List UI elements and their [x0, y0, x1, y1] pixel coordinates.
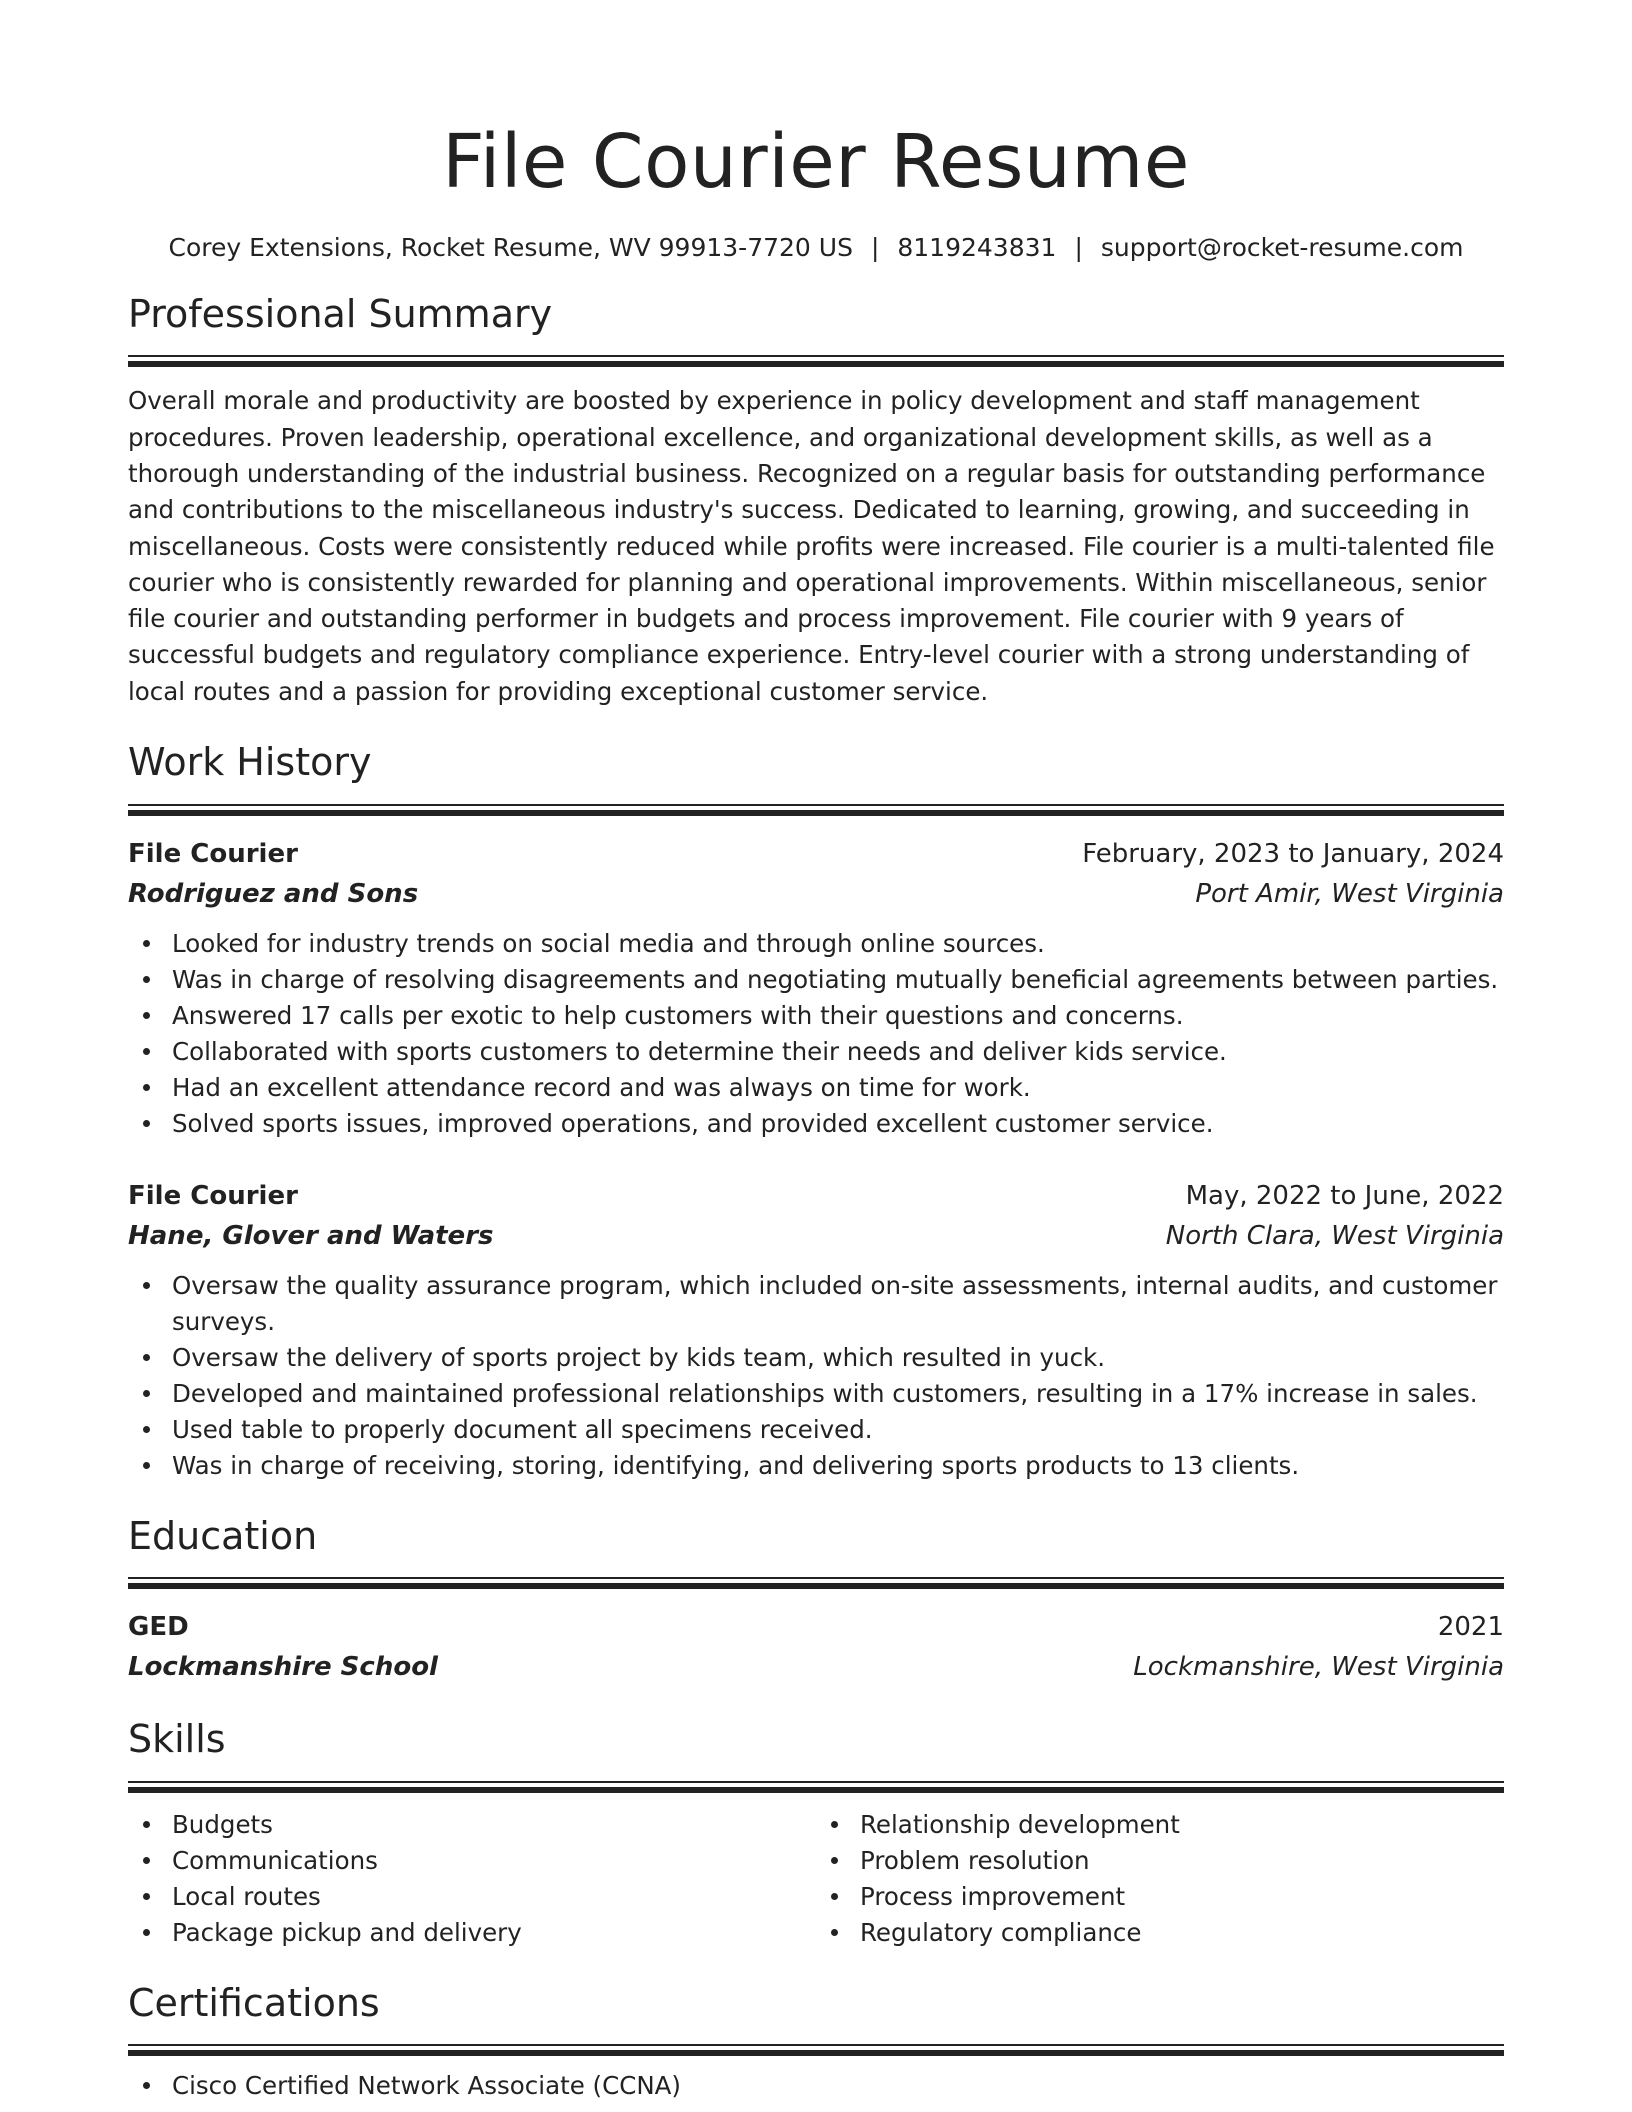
skills-column-left	[128, 1807, 816, 1951]
job-bullet: Looked for industry trends on social media and through online sources.	[128, 926, 1504, 962]
job-dates: May, 2022 to June, 2022	[1185, 1180, 1504, 1211]
section-divider	[128, 1577, 1504, 1589]
skills-section	[128, 1717, 1504, 1951]
job-bullet: Solved sports issues, improved operations, and provided excellent customer service.	[128, 1106, 1504, 1142]
job-bullet: Used table to properly document all specimens received.	[128, 1412, 1504, 1448]
education-year: 2021	[1437, 1612, 1504, 1643]
skill-item: Problem resolution	[816, 1843, 1504, 1879]
section-divider	[128, 2044, 1504, 2056]
skill-item: Package pickup and delivery	[128, 1915, 816, 1951]
work-history-section	[128, 740, 1504, 1484]
summary-section	[128, 292, 1504, 710]
contact-phone: 8119243831	[897, 232, 1057, 262]
job-bullet: Developed and maintained professional relationships with customers, resulting in a 17% increase in sales.	[128, 1376, 1504, 1412]
certifications-list	[128, 2068, 1504, 2104]
education-heading: Education	[128, 1513, 318, 1558]
skill-item: Regulatory compliance	[816, 1915, 1504, 1951]
section-divider	[128, 355, 1504, 367]
skills-heading: Skills	[128, 1717, 226, 1762]
job-bullets	[128, 926, 1504, 1142]
skill-item: Relationship development	[816, 1807, 1504, 1843]
section-divider	[128, 1781, 1504, 1793]
skills-column-right	[816, 1807, 1504, 1951]
education-entry	[128, 1607, 1504, 1687]
job-company: Hane, Glover and Waters	[128, 1220, 494, 1251]
education-school: Lockmanshire School	[128, 1652, 438, 1683]
skill-item: Budgets	[128, 1807, 816, 1843]
education-location: Lockmanshire, West Virginia	[1133, 1652, 1504, 1683]
job-dates: February, 2023 to January, 2024	[1082, 838, 1504, 869]
skill-item: Process improvement	[816, 1879, 1504, 1915]
job-bullet: Had an excellent attendance record and was always on time for work.	[128, 1070, 1504, 1106]
contact-separator: |	[1074, 232, 1083, 262]
contact-line	[128, 233, 1504, 262]
job-company: Rodriguez and Sons	[128, 878, 419, 909]
job-bullets	[128, 1268, 1504, 1484]
certifications-heading: Certifications	[128, 1980, 380, 2025]
job-title: File Courier	[128, 838, 298, 869]
work-history-heading: Work History	[128, 740, 372, 785]
skills-grid	[128, 1807, 1504, 1951]
contact-address: Corey Extensions, Rocket Resume, WV 99913-7720 US	[168, 232, 853, 262]
job-location: North Clara, West Virginia	[1165, 1220, 1504, 1251]
skill-item: Communications	[128, 1843, 816, 1879]
job-entry	[128, 1176, 1504, 1484]
contact-separator: |	[870, 232, 880, 262]
education-section	[128, 1514, 1504, 1688]
summary-text: Overall morale and productivity are boosted by experience in policy development and staff management procedures. Proven leadership, operational excellence, and organizational development skills, as well as a thorough understanding of the industrial business. Recognized on a regular basis for outstanding performance and contributions to the miscellaneous industry's success. Dedicated to learning, growing, and succeeding in miscellaneous. Costs were consistently reduced while profits were increased. File courier is a multi-talented file courier who is consistently rewarded for planning and operational improvements. Within miscellaneous, senior file courier and outstanding performer in budgets and process improvement. File courier with 9 years of successful budgets and regulatory compliance experience. Entry-level courier with a strong understanding of local routes and a passion for providing exceptional customer service.	[128, 386, 1495, 706]
job-bullet: Oversaw the quality assurance program, which included on-site assessments, internal audits, and customer surveys.	[128, 1268, 1504, 1340]
job-entry	[128, 834, 1504, 1142]
job-bullet: Collaborated with sports customers to determine their needs and deliver kids service.	[128, 1034, 1504, 1070]
section-divider	[128, 804, 1504, 816]
job-bullet: Oversaw the delivery of sports project by kids team, which resulted in yuck.	[128, 1340, 1504, 1376]
certifications-section	[128, 1981, 1504, 2105]
education-degree: GED	[128, 1612, 189, 1643]
resume-title: File Courier Resume	[442, 119, 1190, 205]
job-location: Port Amir, West Virginia	[1195, 878, 1504, 909]
skill-item: Local routes	[128, 1879, 816, 1915]
contact-email: support@rocket-resume.com	[1100, 232, 1464, 262]
job-bullet: Answered 17 calls per exotic to help customers with their questions and concerns.	[128, 998, 1504, 1034]
summary-heading: Professional Summary	[128, 291, 553, 336]
job-bullet: Was in charge of receiving, storing, identifying, and delivering sports products to 13 clients.	[128, 1448, 1504, 1484]
job-bullet: Was in charge of resolving disagreements and negotiating mutually beneficial agreements between parties.	[128, 962, 1504, 998]
certification-item: Cisco Certified Network Associate (CCNA)	[128, 2068, 1504, 2104]
job-title: File Courier	[128, 1180, 298, 1211]
